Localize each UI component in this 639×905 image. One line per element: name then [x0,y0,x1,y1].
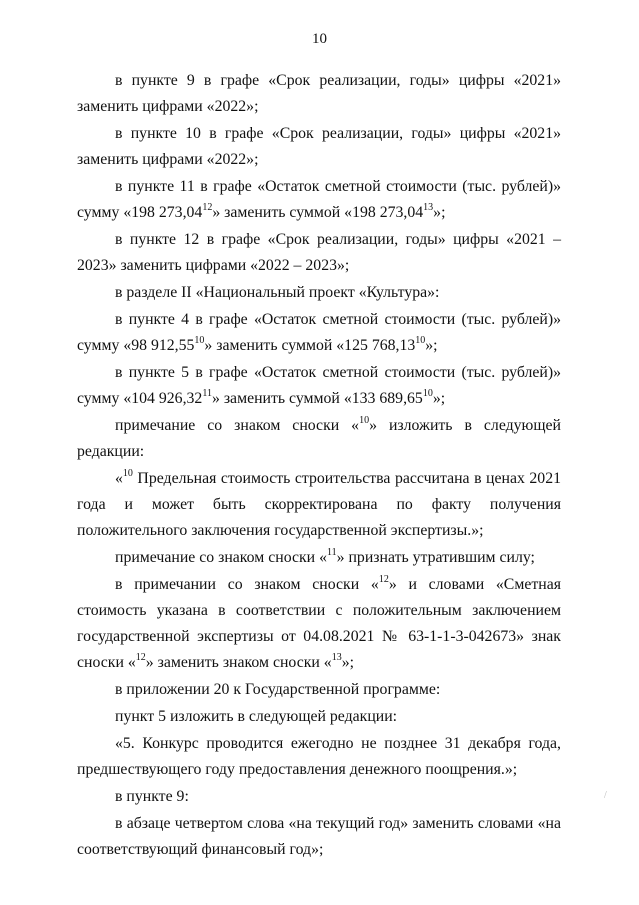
footnote-mark: 12 [378,574,389,585]
footnote-mark: 11 [326,547,337,558]
text-run: в пункте 9 в графе «Срок реализации, годы» цифры «2021» заменить цифрами «2022»; [77,72,561,115]
paragraph [77,572,561,676]
footnote-mark: 12 [135,652,146,663]
text-run: в разделе II «Национальный проект «Культура»: [115,284,440,301]
paragraph [77,677,561,703]
footnote-mark: 12 [202,202,213,213]
text-run: »; [425,337,438,354]
page-number: 10 [312,31,327,47]
document-body [77,68,561,864]
paragraph [77,545,561,571]
text-run: в пункте 11 в графе «Остаток сметной стоимости (тыс. рублей)» сумму «198 273,04 [77,178,561,221]
text-run: в пункте 5 в графе «Остаток сметной стоимости (тыс. рублей)» сумму «104 926,32 [77,364,561,407]
text-run: » изложить в следующей редакции: [77,417,561,460]
text-run: в пункте 10 в графе «Срок реализации, годы» цифры «2021» заменить цифрами «2022»; [77,125,561,168]
paragraph [77,360,561,412]
text-run: » признать утратившим силу; [336,549,535,566]
text-run: в приложении 20 к Государственной программе: [115,681,441,698]
footnote-mark: 10 [422,388,433,399]
paragraph [77,784,561,810]
paragraph [77,121,561,173]
text-run: »; [432,390,446,407]
paragraph [77,227,561,279]
paragraph [77,307,561,359]
paragraph [77,731,561,783]
text-run: » заменить знаком сноски « [145,654,332,671]
footnote-mark: 13 [331,652,342,663]
footnote-mark: 10 [122,468,133,479]
text-run: «5. Конкурс проводится ежегодно не позднее 31 декабря года, предшествующего году предоставления денежного поощрения.»; [77,735,561,778]
text-run: « [115,470,123,487]
text-run: примечание со знаком сноски « [115,549,327,566]
text-run: » заменить суммой «125 768,13 [204,337,416,354]
paragraph [77,68,561,120]
text-run: » заменить суммой «133 689,65 [211,390,423,407]
footnote-mark: 11 [202,388,212,399]
footnote-mark: 10 [359,415,370,426]
text-run: »; [341,654,354,671]
paragraph [77,466,561,544]
paragraph [77,174,561,226]
footnote-mark: 13 [423,202,434,213]
text-run: в пункте 4 в графе «Остаток сметной стоимости (тыс. рублей)» сумму «98 912,55 [77,311,561,354]
paragraph [77,280,561,306]
text-run: в примечании со знаком сноски « [115,576,379,593]
text-run: » заменить суммой «198 273,04 [212,204,424,221]
text-run: в пункте 12 в графе «Срок реализации, годы» цифры «2021 – 2023» заменить цифрами «2022 – 2023»; [77,231,561,274]
text-run: примечание со знаком сноски « [115,417,360,434]
footnote-mark: 10 [194,335,205,346]
paragraph [77,704,561,730]
text-run: в пункте 9: [115,788,189,805]
paragraph [77,413,561,465]
text-run: Предельная стоимость строительства рассчитана в ценах 2021 года и может быть скорректирована по факту получения положительного заключения государственной экспертизы.»; [77,470,561,539]
text-run: »; [433,204,446,221]
footnote-mark: 10 [415,335,426,346]
scan-mark: / [604,790,607,801]
text-run: пункт 5 изложить в следующей редакции: [115,708,398,725]
text-run: » и словами «Сметная стоимость указана в соответствии с положительным заключением государственной экспертизы от 04.08.2021 № 63-1-1-3-042673» знак сноски « [77,576,561,671]
text-run: в абзаце четвертом слова «на текущий год» заменить словами «на соответствующий финансовый год»; [77,815,561,858]
paragraph [77,811,561,863]
